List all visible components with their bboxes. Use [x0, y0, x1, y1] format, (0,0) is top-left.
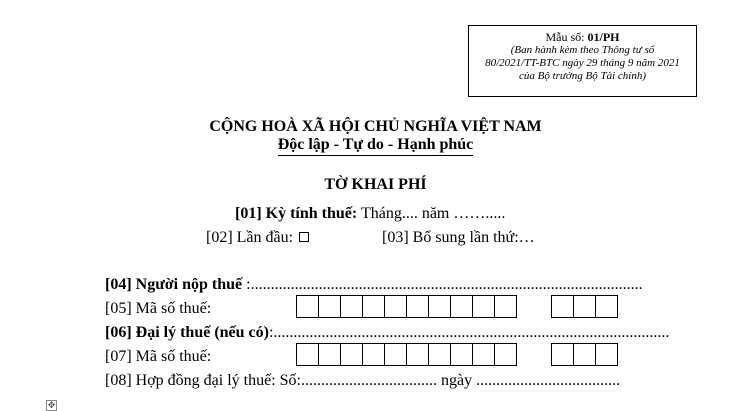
- supplement-label[interactable]: [03] Bổ sung lần thứ:…: [382, 229, 535, 246]
- agent-tax-code-cell[interactable]: [494, 343, 517, 366]
- tax-code-cell[interactable]: [450, 295, 473, 318]
- tax-code-cell[interactable]: [296, 295, 319, 318]
- agent-tax-code-cell[interactable]: [384, 343, 407, 366]
- agent-tax-code-cell[interactable]: [472, 343, 495, 366]
- agent-tax-code-cell[interactable]: [318, 343, 341, 366]
- agent-tax-code-row: [105, 348, 211, 366]
- tax-code-branch-cell[interactable]: [573, 295, 596, 318]
- first-time-label: [02] Lần đầu:: [206, 229, 294, 246]
- taxpayer-row: [105, 276, 643, 294]
- agent-field[interactable]: :...................................................................................................: [268, 324, 670, 341]
- agent-tax-code-cell[interactable]: [362, 343, 385, 366]
- tax-code-cell[interactable]: [384, 295, 407, 318]
- agent-label: [06] Đại lý thuế (nếu có): [105, 324, 269, 341]
- tax-code-branch-cells: [551, 295, 618, 318]
- tax-code-cell[interactable]: [494, 295, 517, 318]
- contract-row: [105, 372, 620, 390]
- tax-code-cell[interactable]: [362, 295, 385, 318]
- supplement-row: [382, 229, 535, 247]
- agent-tax-code-branch-cells: [551, 343, 618, 366]
- agent-tax-code-cell[interactable]: [340, 343, 363, 366]
- first-time-checkbox[interactable]: [299, 232, 309, 242]
- form-ministry-line: của Bộ trưởng Bộ Tài chính): [518, 70, 647, 82]
- first-time-row: [206, 229, 309, 247]
- agent-tax-code-cell[interactable]: [406, 343, 429, 366]
- form-circular-line: 80/2021/TT-BTC ngày 29 tháng 9 năm 2021: [485, 57, 680, 69]
- form-issued-line: (Ban hành kèm theo Thông tư số: [510, 44, 655, 56]
- contract-number-field[interactable]: ..................................: [301, 372, 437, 389]
- form-code: [469, 31, 696, 44]
- taxpayer-label: [04] Người nộp thuế: [105, 276, 243, 293]
- tax-code-cell[interactable]: [428, 295, 451, 318]
- form-code-value: 01/PH: [587, 30, 620, 44]
- contract-date-label: ngày: [437, 372, 477, 389]
- tax-code-label: [05] Mã số thuế:: [105, 300, 212, 317]
- form-code-box: [468, 25, 697, 97]
- tax-code-cell[interactable]: [318, 295, 341, 318]
- agent-row: [105, 324, 669, 342]
- tax-period-value[interactable]: Tháng.... năm …….....: [357, 205, 506, 222]
- agent-tax-code-cell[interactable]: [450, 343, 473, 366]
- tax-code-cell[interactable]: [340, 295, 363, 318]
- form-code-label: Mẫu số:: [545, 30, 588, 44]
- agent-tax-code-branch-cell[interactable]: [551, 343, 574, 366]
- country-name: CỘNG HOÀ XÃ HỘI CHỦ NGHĨA VIỆT NAM: [209, 118, 542, 135]
- tax-code-branch-cell[interactable]: [551, 295, 574, 318]
- document-title: TỜ KHAI PHÍ: [324, 176, 427, 193]
- agent-tax-code-branch-cell[interactable]: [595, 343, 618, 366]
- taxpayer-field[interactable]: :..................................................................................................: [242, 276, 643, 293]
- contract-date-field[interactable]: ....................................: [476, 372, 621, 389]
- tax-code-main-cells: [296, 295, 517, 318]
- tax-period-row: [235, 205, 505, 223]
- tax-code-row: [105, 300, 211, 318]
- contract-label: [08] Hợp đồng đại lý thuế: Số:: [105, 372, 301, 389]
- tax-code-cell[interactable]: [406, 295, 429, 318]
- agent-tax-code-branch-cell[interactable]: [573, 343, 596, 366]
- tax-code-cell[interactable]: [472, 295, 495, 318]
- agent-tax-code-label: [07] Mã số thuế:: [105, 348, 212, 365]
- move-anchor-icon[interactable]: ✥: [47, 400, 56, 410]
- agent-tax-code-main-cells: [296, 343, 517, 366]
- agent-tax-code-cell[interactable]: [296, 343, 319, 366]
- tax-period-label: [01] Kỳ tính thuế:: [235, 205, 358, 222]
- motto-wrapper: [0, 136, 751, 156]
- national-motto: Độc lập - Tự do - Hạnh phúc: [278, 136, 474, 156]
- agent-tax-code-cell[interactable]: [428, 343, 451, 366]
- tax-code-branch-cell[interactable]: [595, 295, 618, 318]
